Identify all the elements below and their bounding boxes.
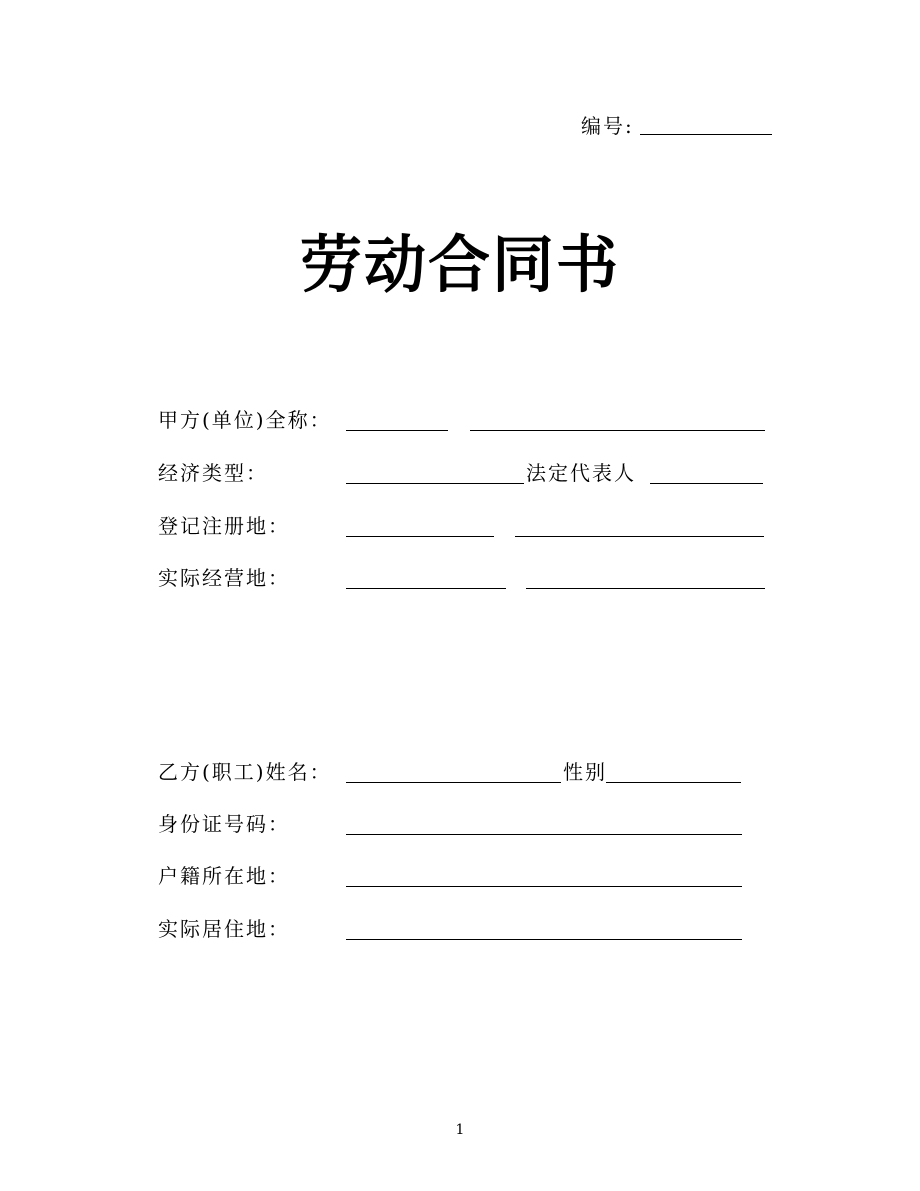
gender-field[interactable] <box>606 782 741 783</box>
party-a-name-field-2[interactable] <box>470 430 765 431</box>
party-a-name-label: 甲方(单位)全称： <box>158 408 332 432</box>
hukou-address-label: 户籍所在地： <box>158 864 290 888</box>
id-number-field[interactable] <box>346 834 742 835</box>
operating-address-field-2[interactable] <box>526 588 765 589</box>
serial-number-field[interactable] <box>640 134 772 135</box>
party-a-name-field-1[interactable] <box>346 430 448 431</box>
registered-address-field-2[interactable] <box>515 536 764 537</box>
party-b-name-label: 乙方(职工)姓名： <box>158 760 332 784</box>
page-number: 1 <box>455 1122 465 1138</box>
registered-address-field-1[interactable] <box>346 536 494 537</box>
gender-label: 性别 <box>563 760 607 784</box>
legal-representative-field[interactable] <box>650 483 763 484</box>
residence-address-label: 实际居住地： <box>158 917 290 941</box>
economic-type-label: 经济类型： <box>158 461 268 485</box>
registered-address-label: 登记注册地： <box>158 514 290 538</box>
party-b-name-field[interactable] <box>346 782 561 783</box>
legal-representative-label: 法定代表人 <box>526 461 636 485</box>
serial-number-label: 编号: <box>581 114 634 138</box>
document-title: 劳动合同书 <box>299 228 620 301</box>
id-number-label: 身份证号码： <box>158 812 290 836</box>
operating-address-label: 实际经营地： <box>158 566 290 590</box>
operating-address-field-1[interactable] <box>346 588 506 589</box>
economic-type-field[interactable] <box>346 483 524 484</box>
residence-address-field[interactable] <box>346 939 742 940</box>
hukou-address-field[interactable] <box>346 886 742 887</box>
